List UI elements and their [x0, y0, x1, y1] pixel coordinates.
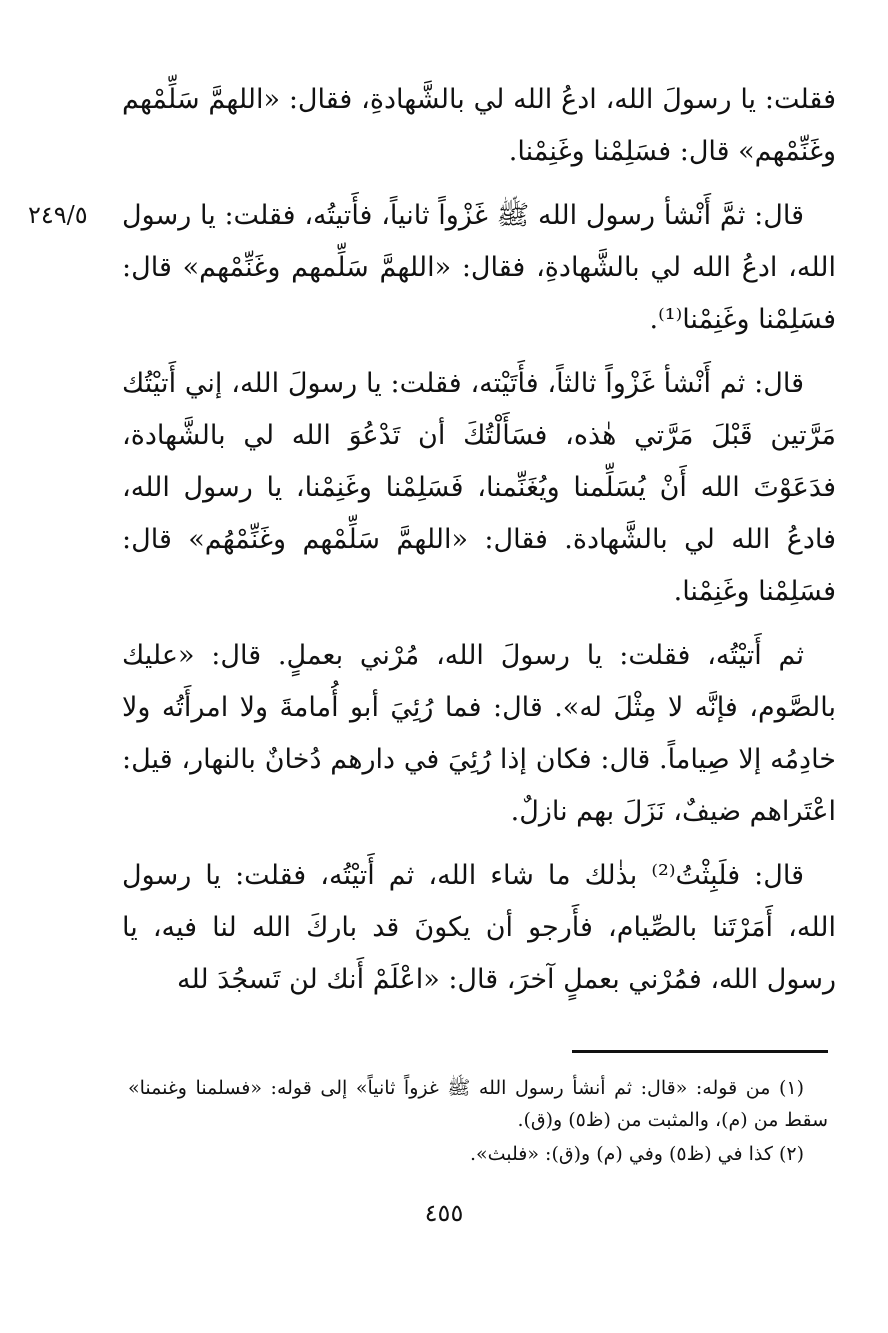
footnote-1: (١) من قوله: «قال: ثم أنشأ رسول الله ﷺ غزواً ثانياً» إلى قوله: «فسلمنا وغنمنا» سقط من (م)، والمثبت من (ظ٥) و(ق).: [128, 1077, 828, 1131]
paragraph-1: فقلت: يا رسولَ الله، ادعُ الله لي بالشَّهادةِ، فقال: «اللهمَّ سَلِّمْهم وغَنِّمْهم» قال: فسَلِمْنا وغَنِمْنا.: [122, 84, 836, 167]
paragraph-2: قال: ثمَّ أَنْشأ رسول الله ﷺ غَزْواً ثانياً، فأَتيتُه، فقلت: يا رسول الله، ادعُ الله لي بالشَّهادةِ، فقال: «اللهمَّ سَلِّمهم وغَنِّمْهم» قال: فسَلِمْنا وغَنِمْنا⁽¹⁾.: [122, 200, 836, 335]
footnote-separator-line: [572, 1050, 828, 1053]
page-number: ٤٥٥: [424, 1199, 464, 1227]
paragraph-4: ثم أَتيْتُه، فقلت: يا رسولَ الله، مُرْني بعملٍ. قال: «عليك بالصَّوم، فإنَّه لا مِثْلَ له». قال: فما رُئِيَ أبو أُمامةَ ولا امرأَتُه ولا خادِمُه إلا صِياماً. قال: فكان إذا رُئِيَ في دارهم دُخانٌ بالنهار، قيل: اعْتَراهم ضيفٌ، نَزَلَ بهم نازلٌ.: [122, 640, 836, 827]
footnote-2: (٢) كذا في (ظ٥) وفي (م) و(ق): «فلبث».: [469, 1143, 804, 1165]
footnotes-section: [128, 1072, 828, 1172]
main-text-body: [122, 74, 836, 1018]
margin-volume-page-reference: ٢٤٩/٥: [28, 201, 88, 229]
paragraph-5: قال: فلَبِثْتُ⁽²⁾ بذٰلك ما شاء الله، ثم أَتيْتُه، فقلت: يا رسول الله، أَمَرْتَنا بالصِّيام، فأَرجو أن يكونَ قد باركَ الله لنا فيه، يا رسول الله، فمُرْني بعملٍ آخرَ، قال: «اعْلَمْ أَنك لن تَسجُدَ لله: [122, 860, 836, 995]
paragraph-3: قال: ثم أَنْشأ غَزْواً ثالثاً، فأَتَيْته، فقلت: يا رسولَ الله، إني أَتيْتُك مَرَّتين قَبْلَ مَرَّتي هٰذه، فسَأَلْتُكَ أن تَدْعُوَ الله لي بالشَّهادة، فدَعَوْتَ الله أَنْ يُسَلِّمنا ويُغَنِّمنا، فَسَلِمْنا وغَنِمْنا، يا رسول الله، فادعُ الله لي بالشَّهادة. فقال: «اللهمَّ سَلِّمْهم وغَنِّمْهُم» قال: فسَلِمْنا وغَنِمْنا.: [122, 368, 836, 607]
